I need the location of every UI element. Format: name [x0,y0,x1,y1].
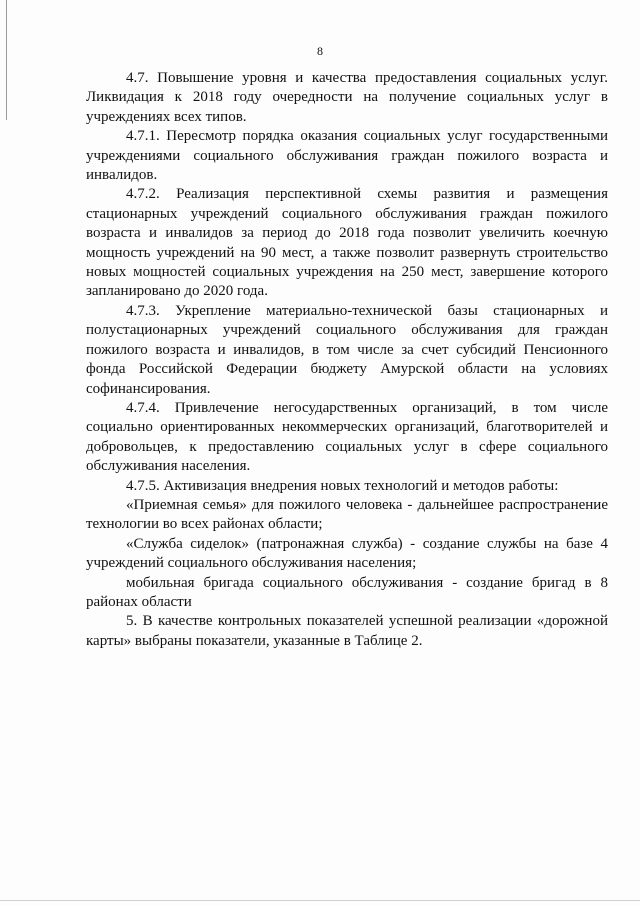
paragraph-4-7-2: 4.7.2. Реализация перспективной схемы развития и размещения стационарных учреждений социального обслуживания граждан пожилого возраста и инвалидов за период до 2018 года позволит увеличить коечную мощность учреждений на 90 мест, а также позволит развернуть строительство новых мощностей социальных учреждения на 250 мест, завершение которого запланировано до 2020 года. [86,186,608,300]
paragraph-4-7: 4.7. Повышение уровня и качества предоставления социальных услуг. Ликвидация к 2018 году очередности на получение социальных услуг в учреждениях всех типов. [86,70,608,125]
paragraph-mobile-team: мобильная бригада социального обслуживания - создание бригад в 8 районах области [86,574,608,610]
paragraph-4-7-4: 4.7.4. Привлечение негосударственных организаций, в том числе социально ориентированных некоммерческих организаций, благотворителей и добровольцев, к предоставлению социальных услуг в сфере социального обслуживания населения. [86,399,608,475]
paragraph-4-7-1: 4.7.1. Пересмотр порядка оказания социальных услуг государственными учреждениями социального обслуживания граждан пожилого возраста и инвалидов. [86,128,608,184]
paragraph-4-7-5: 4.7.5. Активизация внедрения новых технологий и методов работы: [126,477,559,494]
paragraph-caregiver-service: «Служба сиделок» (патронажная служба) - создание службы на базе 4 учреждений социального обслуживания населения; [86,535,608,572]
document-body [86,69,608,651]
paragraph-5: 5. В качестве контрольных показателей успешной реализации «дорожной карты» выбраны показатели, указанные в Таблице 2. [86,613,608,649]
paragraph-foster-family: «Приемная семья» для пожилого человека - дальнейшее распространение технологии во всех районах области; [86,496,608,533]
scan-edge-left [6,0,7,120]
scan-edge-bottom [0,900,640,901]
paragraph-4-7-3: 4.7.3. Укрепление материально-технической базы стационарных и полустационарных учреждений социального обслуживания для граждан пожилого возраста и инвалидов, в том числе за счет субсидий Пенсионного фонда Российской Федерации бюджету Амурской области на условиях софинансирования. [86,302,608,397]
page-number: 8 [317,44,323,58]
